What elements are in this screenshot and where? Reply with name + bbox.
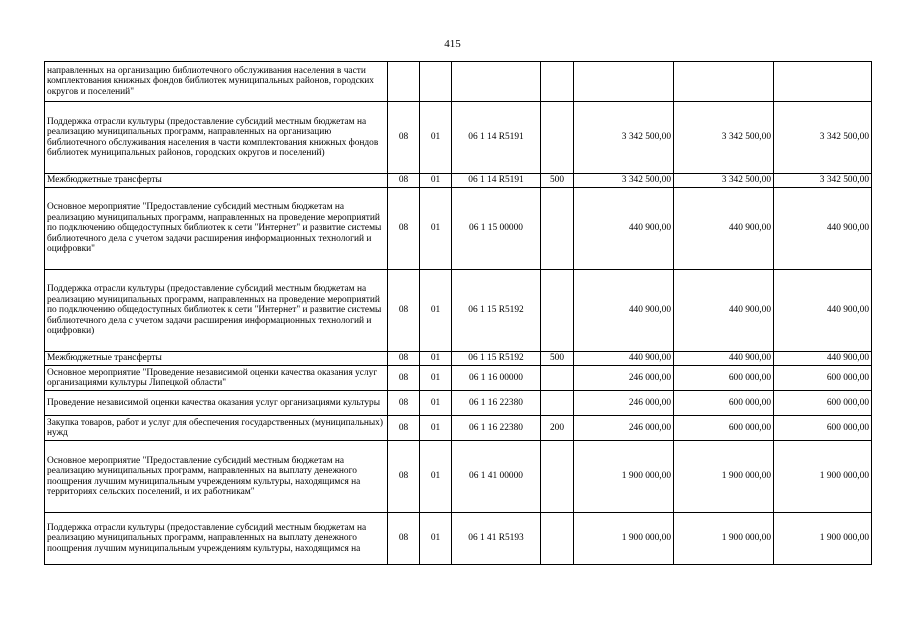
section-code-cell: 08 xyxy=(388,174,420,188)
amount-year1-cell: 246 000,00 xyxy=(574,366,674,391)
amount-year1-cell xyxy=(574,62,674,102)
row-name-cell: Поддержка отрасли культуры (предоставление субсидий местным бюджетам на реализацию муниципальных программ, направленных на проведение мероприятий по подключению общедоступных библиотек к сети "Интернет" и развитие системы библиотечного дела с учетом задачи расширения информационных технологий и оцифровки) xyxy=(45,270,388,352)
amount-year2-cell xyxy=(674,62,774,102)
amount-year1-cell: 440 900,00 xyxy=(574,352,674,366)
budget-table xyxy=(44,61,872,565)
table-row xyxy=(45,270,872,352)
target-article-cell: 06 1 15 R5192 xyxy=(452,352,541,366)
section-code-cell xyxy=(388,62,420,102)
expense-type-cell xyxy=(541,270,574,352)
amount-year2-cell: 600 000,00 xyxy=(674,366,774,391)
table-row xyxy=(45,366,872,391)
table-row xyxy=(45,188,872,270)
amount-year3-cell: 3 342 500,00 xyxy=(774,174,872,188)
section-code-cell: 08 xyxy=(388,102,420,174)
table-row xyxy=(45,102,872,174)
row-name-cell: Проведение независимой оценки качества оказания услуг организациями культуры xyxy=(45,391,388,416)
section-code-cell: 08 xyxy=(388,270,420,352)
section-code-cell: 08 xyxy=(388,416,420,441)
table-row xyxy=(45,441,872,513)
expense-type-cell xyxy=(541,391,574,416)
row-name-cell: Основное мероприятие "Предоставление субсидий местным бюджетам на реализацию муниципальных программ, направленных на проведение мероприятий по подключению общедоступных библиотек к сети "Интернет" и развитие системы библиотечного дела с учетом задачи расширения информационных технологий и оцифровки" xyxy=(45,188,388,270)
amount-year1-cell: 1 900 000,00 xyxy=(574,513,674,565)
amount-year3-cell: 600 000,00 xyxy=(774,366,872,391)
row-name-cell: Межбюджетные трансферты xyxy=(45,352,388,366)
target-article-cell: 06 1 14 R5191 xyxy=(452,174,541,188)
amount-year1-cell: 3 342 500,00 xyxy=(574,174,674,188)
subsection-code-cell: 01 xyxy=(420,270,452,352)
subsection-code-cell xyxy=(420,62,452,102)
amount-year3-cell: 600 000,00 xyxy=(774,391,872,416)
section-code-cell: 08 xyxy=(388,188,420,270)
target-article-cell xyxy=(452,62,541,102)
row-name-cell: Основное мероприятие "Проведение независимой оценки качества оказания услуг организациями культуры Липецкой области" xyxy=(45,366,388,391)
subsection-code-cell: 01 xyxy=(420,513,452,565)
subsection-code-cell: 01 xyxy=(420,102,452,174)
subsection-code-cell: 01 xyxy=(420,441,452,513)
expense-type-cell xyxy=(541,102,574,174)
expense-type-cell xyxy=(541,441,574,513)
row-name-cell: Поддержка отрасли культуры (предоставление субсидий местным бюджетам на реализацию муниципальных программ, направленных на выплату денежного поощрения лучшим муниципальным учреждениям культуры, находящимся на xyxy=(45,513,388,565)
table-row xyxy=(45,174,872,188)
section-code-cell: 08 xyxy=(388,352,420,366)
section-code-cell: 08 xyxy=(388,366,420,391)
target-article-cell: 06 1 16 22380 xyxy=(452,416,541,441)
amount-year3-cell: 600 000,00 xyxy=(774,416,872,441)
expense-type-cell: 500 xyxy=(541,174,574,188)
subsection-code-cell: 01 xyxy=(420,188,452,270)
table-row xyxy=(45,352,872,366)
subsection-code-cell: 01 xyxy=(420,416,452,441)
amount-year3-cell: 440 900,00 xyxy=(774,188,872,270)
table-body xyxy=(45,62,872,565)
expense-type-cell xyxy=(541,62,574,102)
expense-type-cell xyxy=(541,366,574,391)
row-name-cell: Поддержка отрасли культуры (предоставление субсидий местным бюджетам на реализацию муниципальных программ, направленных на организацию библиотечного обслуживания населения в части комплектования книжных фондов библиотек муниципальных районов, городских округов и поселений) xyxy=(45,102,388,174)
amount-year3-cell: 1 900 000,00 xyxy=(774,513,872,565)
amount-year1-cell: 440 900,00 xyxy=(574,188,674,270)
table-row xyxy=(45,62,872,102)
row-name-cell: Основное мероприятие "Предоставление субсидий местным бюджетам на реализацию муниципальных программ, направленных на выплату денежного поощрения лучшим муниципальным учреждениям культуры, находящимся на территориях сельских поселений, и их работникам" xyxy=(45,441,388,513)
amount-year2-cell: 3 342 500,00 xyxy=(674,174,774,188)
amount-year3-cell: 440 900,00 xyxy=(774,352,872,366)
amount-year2-cell: 600 000,00 xyxy=(674,391,774,416)
amount-year2-cell: 440 900,00 xyxy=(674,352,774,366)
amount-year3-cell: 3 342 500,00 xyxy=(774,102,872,174)
row-name-cell: Межбюджетные трансферты xyxy=(45,174,388,188)
expense-type-cell: 500 xyxy=(541,352,574,366)
target-article-cell: 06 1 15 R5192 xyxy=(452,270,541,352)
subsection-code-cell: 01 xyxy=(420,391,452,416)
expense-type-cell xyxy=(541,188,574,270)
amount-year2-cell: 1 900 000,00 xyxy=(674,441,774,513)
amount-year3-cell xyxy=(774,62,872,102)
target-article-cell: 06 1 16 00000 xyxy=(452,366,541,391)
subsection-code-cell: 01 xyxy=(420,352,452,366)
amount-year1-cell: 440 900,00 xyxy=(574,270,674,352)
amount-year1-cell: 1 900 000,00 xyxy=(574,441,674,513)
amount-year2-cell: 3 342 500,00 xyxy=(674,102,774,174)
expense-type-cell xyxy=(541,513,574,565)
amount-year1-cell: 246 000,00 xyxy=(574,416,674,441)
amount-year1-cell: 3 342 500,00 xyxy=(574,102,674,174)
amount-year3-cell: 440 900,00 xyxy=(774,270,872,352)
amount-year2-cell: 1 900 000,00 xyxy=(674,513,774,565)
amount-year2-cell: 440 900,00 xyxy=(674,270,774,352)
amount-year3-cell: 1 900 000,00 xyxy=(774,441,872,513)
target-article-cell: 06 1 41 00000 xyxy=(452,441,541,513)
amount-year1-cell: 246 000,00 xyxy=(574,391,674,416)
section-code-cell: 08 xyxy=(388,441,420,513)
row-name-cell: Закупка товаров, работ и услуг для обеспечения государственных (муниципальных) нужд xyxy=(45,416,388,441)
expense-type-cell: 200 xyxy=(541,416,574,441)
subsection-code-cell: 01 xyxy=(420,366,452,391)
subsection-code-cell: 01 xyxy=(420,174,452,188)
target-article-cell: 06 1 15 00000 xyxy=(452,188,541,270)
amount-year2-cell: 600 000,00 xyxy=(674,416,774,441)
section-code-cell: 08 xyxy=(388,391,420,416)
table-row xyxy=(45,416,872,441)
amount-year2-cell: 440 900,00 xyxy=(674,188,774,270)
target-article-cell: 06 1 14 R5191 xyxy=(452,102,541,174)
page-number: 415 xyxy=(444,38,461,50)
table-row xyxy=(45,513,872,565)
section-code-cell: 08 xyxy=(388,513,420,565)
table-row xyxy=(45,391,872,416)
row-name-cell: направленных на организацию библиотечного обслуживания населения в части комплектования книжных фондов библиотек муниципальных районов, городских округов и поселений" xyxy=(45,62,388,102)
target-article-cell: 06 1 41 R5193 xyxy=(452,513,541,565)
target-article-cell: 06 1 16 22380 xyxy=(452,391,541,416)
